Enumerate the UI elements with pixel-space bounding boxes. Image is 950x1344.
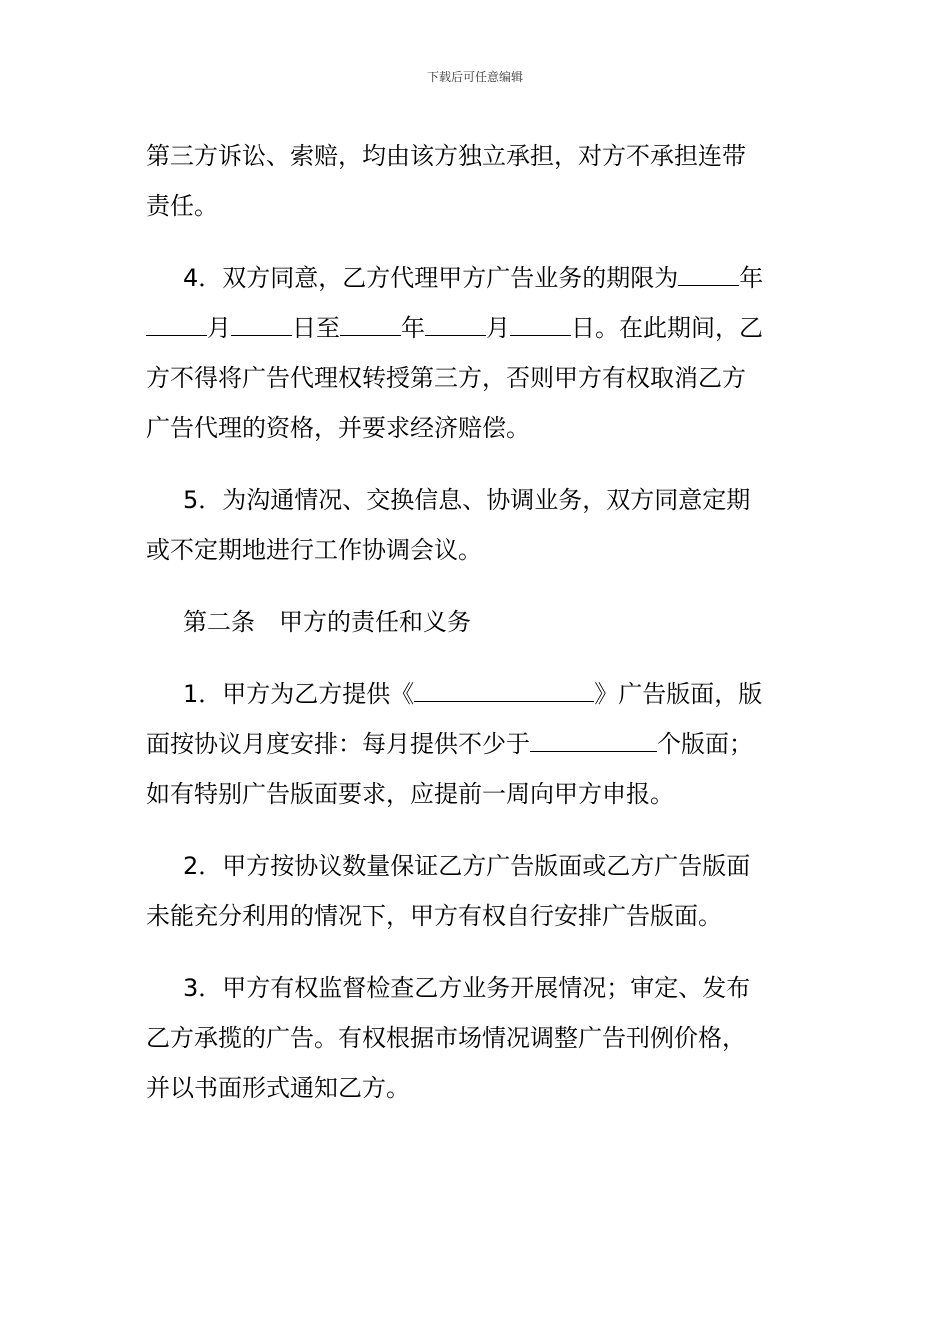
blank-field [530,723,657,752]
blank-field [510,307,571,336]
clause-text: 面按协议月度安排：每月提供不少于 [146,730,530,758]
text-line: 如有特别广告版面要求，应提前一周向甲方申报。 [146,780,674,808]
paragraph-continuation [146,131,806,231]
clause-text: 1．甲方为乙方提供《 [183,680,415,708]
blank-field [414,673,594,702]
clause-text: 日。在此期间，乙 [571,314,763,342]
unit-day-to: 日至 [292,314,340,342]
unit-month: 月 [207,314,231,342]
text-line: 未能充分利用的情况下，甲方有权自行安排广告版面。 [146,902,722,930]
text-line: 5．为沟通情况、交换信息、协调业务，双方同意定期 [183,486,751,514]
unit-year: 年 [401,314,425,342]
clause-text: 个版面； [657,730,753,758]
text-line: 第三方诉讼、索赔，均由该方独立承担，对方不承担连带 [146,142,746,170]
clause-5 [146,475,806,575]
clause-4 [146,253,806,453]
unit-month: 月 [486,314,510,342]
blank-field [231,307,292,336]
text-line: 2．甲方按协议数量保证乙方广告版面或乙方广告版面 [183,852,751,880]
text-line: 并以书面形式通知乙方。 [146,1074,410,1102]
blank-field [146,307,207,336]
clause-text: 》广告版面，版 [594,680,763,708]
blank-field [425,307,486,336]
blank-field [678,257,739,286]
article-2-clause-2 [146,841,806,941]
text-line [146,253,806,303]
text-line: 广告代理的资格，并要求经济赔偿。 [146,414,530,442]
text-line: 责任。 [146,192,218,220]
text-line: 方不得将广告代理权转授第三方，否则甲方有权取消乙方 [146,364,746,392]
document-body [146,131,806,1113]
blank-field [340,307,401,336]
page-header: 下载后可任意编辑 [426,70,523,84]
text-line: 乙方承揽的广告。有权根据市场情况调整广告刊例价格， [146,1024,746,1052]
text-line [146,303,806,353]
text-line [146,669,806,719]
unit-year: 年 [739,264,764,292]
article-2-clause-1 [146,669,806,819]
article-2-clause-3 [146,963,806,1113]
text-line: 或不定期地进行工作协调会议。 [146,536,482,564]
text-line: 3．甲方有权监督检查乙方业务开展情况；审定、发布 [183,974,751,1002]
text-line [146,719,806,769]
clause-text: 4．双方同意，乙方代理甲方广告业务的期限为 [183,264,679,292]
article-2-heading: 第二条 甲方的责任和义务 [183,608,471,636]
